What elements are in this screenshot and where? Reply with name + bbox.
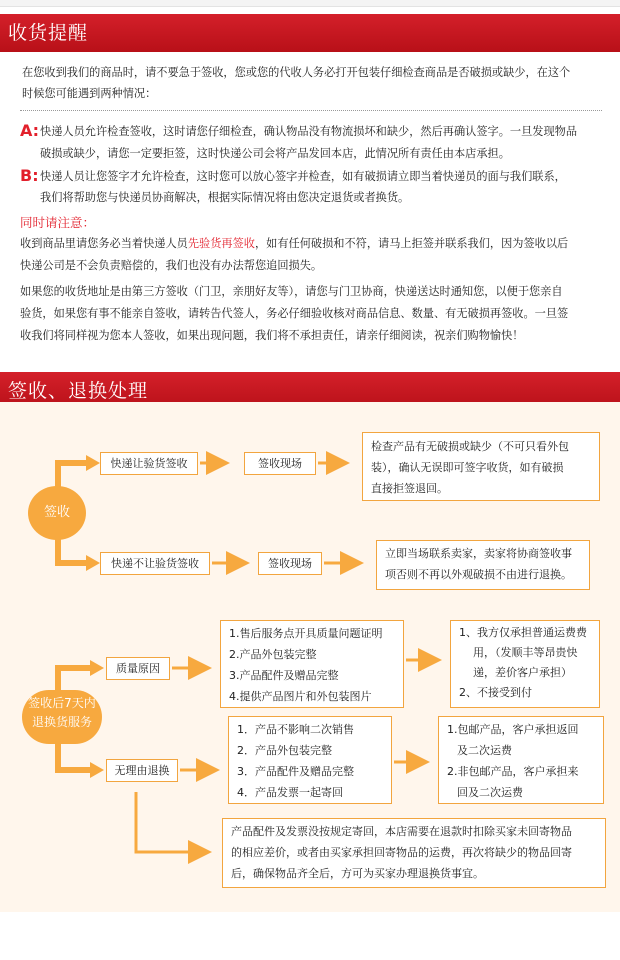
intro-line-1: 在您收到我们的商品时，请不要急于签收，您或您的代收人务必打开包装仔细检查商品是否破损或缺少，在这个 bbox=[22, 66, 571, 79]
connector-return-top bbox=[58, 668, 92, 692]
section-title: 签收、退换处理 bbox=[8, 380, 149, 402]
notice-line-1-text-a: 收到商品里请您务必当着快递人员 bbox=[20, 237, 188, 250]
notice-line-3: 如果您的收货地址是由第三方签收（门卫，亲朋好友等），请您与门卫协商，快递送达时通知您，以便于您亲自 bbox=[20, 285, 563, 298]
requirement-item: 2.产品外包装完整 bbox=[229, 648, 317, 661]
no-reason-result bbox=[438, 716, 604, 804]
case-a-line-1: 快递人员允许检查签收，这时请您仔细检查，确认物品没有物流损坏和缺少，然后再确认签字。一旦发现物品 bbox=[40, 125, 578, 138]
result-line: 回及二次运费 bbox=[457, 786, 523, 799]
result-line: 装），确认无误即可签字收货，如有破损 bbox=[371, 461, 564, 474]
branch-1-step: 签收现场 bbox=[244, 452, 316, 475]
notice-line-5: 收我们将同样视为您本人签收，如果出现问题，我们将不承担责任，请亲仔细阅读，祝亲们购物愉快！ bbox=[20, 329, 524, 342]
result-line: 用，（发顺丰等昂贵快 bbox=[473, 646, 578, 659]
note-line: 后，确保物品齐全后，方可为买家办理退换货事宜。 bbox=[231, 867, 484, 880]
case-a-label: A: bbox=[20, 121, 40, 140]
notice-line-1-text-b: ，如有任何破损和不符，请马上拒签并联系我们，因为签收以后 bbox=[254, 237, 569, 250]
branch-1-result bbox=[362, 432, 600, 501]
requirement-item: 1.售后服务点开具质量问题证明 bbox=[229, 627, 383, 640]
arrow-head bbox=[90, 762, 104, 778]
result-line: 立即当场联系卖家，卖家将协商签收事 bbox=[385, 547, 572, 560]
result-line: 项否则不再以外观破损不由进行退换。 bbox=[385, 568, 572, 581]
return-circle-line: 签收后7天内 bbox=[28, 696, 96, 710]
requirement-item: 3．产品配件及赠品完整 bbox=[237, 765, 354, 778]
case-b-line-1: 快递人员让您签字才允许检查，这时您可以放心签字并检查，如有破损请立即当着快递员的面与我们联系， bbox=[40, 170, 566, 183]
arrow-to-note bbox=[136, 792, 206, 852]
requirement-item: 1．产品不影响二次销售 bbox=[237, 723, 354, 736]
branch-2-result bbox=[376, 540, 590, 590]
requirement-item: 2．产品外包装完整 bbox=[237, 744, 332, 757]
requirement-item: 4.提供产品图片和外包装图片 bbox=[229, 690, 372, 703]
result-line: 及二次运费 bbox=[457, 744, 512, 757]
no-reason-return: 无理由退换 bbox=[106, 759, 178, 782]
arrow-head bbox=[86, 455, 100, 471]
case-a-line-2: 破损或缺少，请您一定要拒签，这时快递公司会将产品发回本店，此情况所有责任由本店承担。 bbox=[40, 147, 510, 160]
result-line: 2、不接受到付 bbox=[459, 686, 532, 699]
branch-no-inspect-sign: 快递不让验货签收 bbox=[100, 552, 210, 575]
notice-highlight: 先验货再签收 bbox=[187, 237, 255, 250]
connector-sign-top bbox=[58, 463, 88, 488]
note-line: 的相应差价，或者由买家承担回寄物品的运费，再次将缺少的物品回寄 bbox=[231, 846, 572, 859]
case-b-line-2: 我们将帮助您与快递员协商解决，根据实际情况将由您决定退货或者换货。 bbox=[40, 191, 410, 204]
arrow-head bbox=[90, 660, 104, 676]
return-circle bbox=[22, 690, 102, 744]
result-line: 检查产品有无破损或缺少（不可只看外包 bbox=[371, 440, 569, 453]
quality-reason: 质量原因 bbox=[106, 657, 170, 680]
notice-line-2: 快递公司是不会负责赔偿的，我们也没有办法帮您追回损失。 bbox=[20, 259, 323, 272]
quality-requirements bbox=[220, 620, 404, 708]
notice-title: 同时请注意： bbox=[20, 215, 96, 230]
result-line: 递，差价客户承担） bbox=[473, 666, 572, 679]
no-reason-requirements bbox=[228, 716, 392, 804]
connector-sign-bottom bbox=[58, 538, 88, 563]
branch-inspect-sign: 快递让验货签收 bbox=[100, 452, 198, 475]
result-line: 1.包邮产品，客户承担返回 bbox=[447, 723, 579, 736]
return-circle-line: 退换货服务 bbox=[31, 715, 92, 729]
notice-line-4: 验货，如果您有事不能亲自签收，请转告代签人，务必仔细验收核对商品信息、数量、有无破损再签收。一旦签 bbox=[20, 307, 569, 320]
intro-line-2: 时候您可能遇到两种情况： bbox=[22, 87, 157, 100]
branch-2-step: 签收现场 bbox=[258, 552, 322, 575]
requirement-item: 4．产品发票一起寄回 bbox=[237, 786, 343, 799]
result-line: 2.非包邮产品，客户承担来 bbox=[447, 765, 579, 778]
requirement-item: 3.产品配件及赠品完整 bbox=[229, 669, 339, 682]
quality-result bbox=[450, 620, 600, 708]
result-line: 直接拒签退回。 bbox=[371, 482, 448, 495]
section-title: 收货提醒 bbox=[8, 22, 89, 44]
sign-circle: 签收 bbox=[28, 486, 86, 540]
result-line: 1、我方仅承担普通运费费 bbox=[459, 626, 587, 639]
note-line: 产品配件及发票没按规定寄回，本店需要在退款时扣除买家未回寄物品 bbox=[231, 825, 572, 838]
case-b-label: B: bbox=[20, 166, 39, 185]
arrow-head bbox=[86, 555, 100, 571]
note-box bbox=[222, 818, 606, 888]
